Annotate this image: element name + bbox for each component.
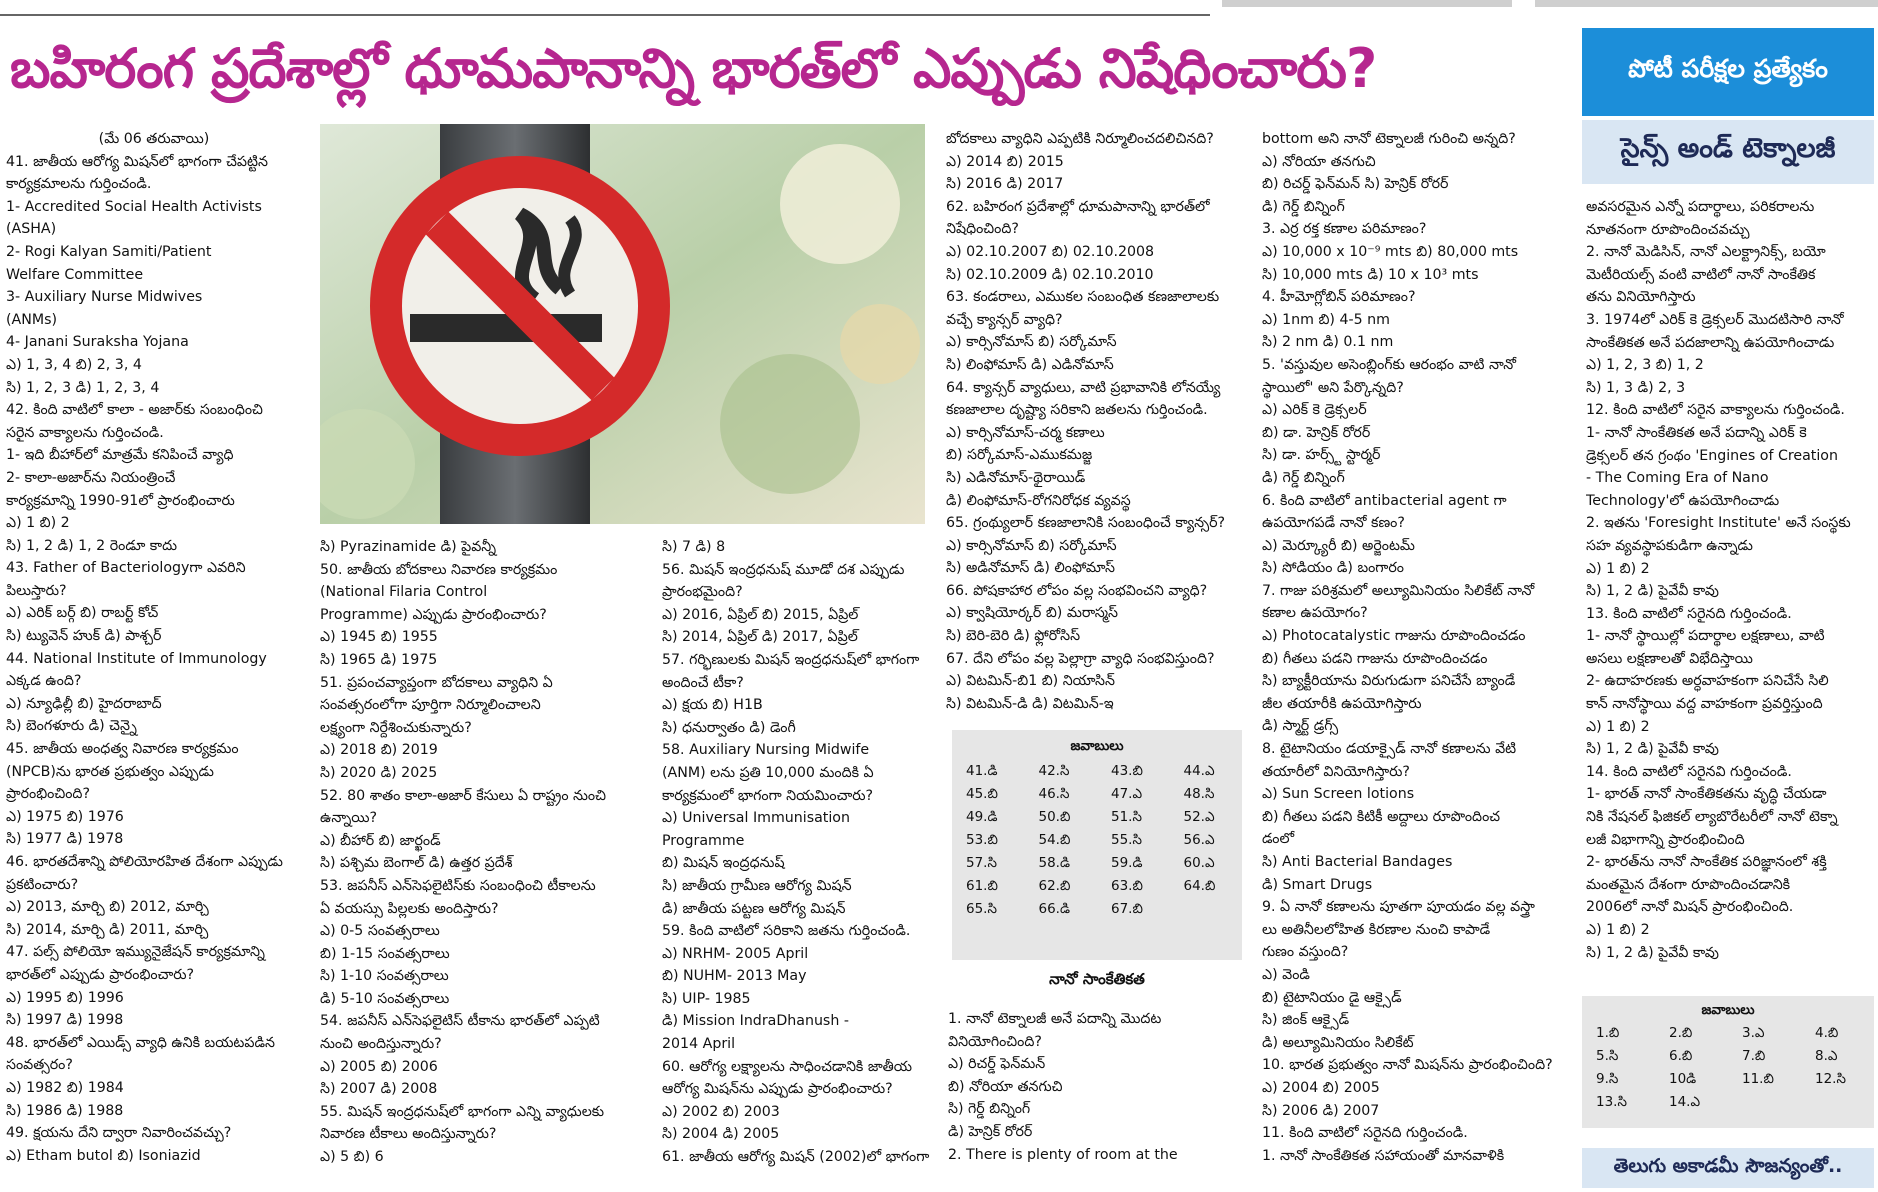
text-line: ఎ) కార్సినోమాస్-చర్మ కణాలు	[946, 424, 1105, 441]
text-line: ఎ) కార్సినోమాస్ బి) సర్కోమాస్	[946, 537, 1117, 554]
text-line: మెటీరియల్స్ వంటి వాటిలో నానో సాంకేతిక	[1586, 266, 1816, 283]
text-line: బి) సర్కోమాస్-ఎముకమజ్జ	[946, 447, 1093, 464]
text-line: 41. జాతీయ ఆరోగ్య మిషన్‌లో భాగంగా చేపట్టిన	[6, 153, 268, 170]
text-line: 66. పోషకాహార లోపం వల్ల సంభవించని వ్యాధి?	[946, 582, 1208, 599]
text-line: ఎ) 2018 బి) 2019	[320, 742, 438, 759]
answer-item: 47.ఎ	[1111, 786, 1143, 802]
text-line: 1- నానో సాంకేతికత అనే పదాన్ని ఎరిక్ కె	[1586, 424, 1807, 441]
answer-item: 11.బి	[1742, 1071, 1774, 1087]
text-line: సి) 02.10.2009 డి) 02.10.2010	[946, 266, 1154, 283]
top-rule	[0, 14, 1210, 16]
text-line: సి) 2016 డి) 2017	[946, 176, 1064, 193]
text-line: 3. ఎర్ర రక్త కణాల పరిమాణం?	[1262, 221, 1427, 238]
text-line: డి) Smart Drugs	[1262, 876, 1373, 893]
text-line: ఎ) 1975 బి) 1976	[6, 808, 124, 825]
text-line: సి) 1, 2 డి) 1, 2 రెండూ కాదు	[6, 537, 178, 554]
text-line: ఎ) Universal Immunisation	[662, 810, 850, 827]
text-line: కార్యక్రమాన్ని 1990-91లో ప్రారంభించారు	[6, 492, 235, 509]
answer-item: 12.సి	[1815, 1071, 1846, 1087]
text-line: సి) బెంగళూరు డి) చెన్నై	[6, 718, 137, 735]
answer-item: 65.సి	[966, 901, 997, 917]
answer-item: 61.బి	[966, 878, 998, 894]
text-line: కార్యక్రమాలను గుర్తించండి.	[6, 176, 152, 193]
text-line: 56. మిషన్ ఇంద్రధనుష్ మూడో దశ ఎప్పుడు	[662, 561, 905, 578]
text-line: 3- Auxiliary Nurse Midwives	[6, 289, 203, 306]
text-line: సి) సోడియం డి) బంగారం	[1262, 560, 1404, 577]
text-line: సి) గెర్డ్ బిన్నింగ్	[948, 1101, 1031, 1118]
text-line: 2006లో నానో మిషన్ ప్రారంభించింది.	[1586, 899, 1794, 916]
answers-title: జవాబులు	[1070, 738, 1124, 754]
column-mid	[662, 536, 932, 1186]
text-line: సి) జాతీయ గ్రామీణ ఆరోగ్య మిషన్	[662, 877, 852, 894]
text-line: కాన్ నానోస్థాయి వద్ద వాహకంగా ప్రవర్తిస్తుంది	[1586, 696, 1823, 713]
text-line: 62. బహిరంగ ప్రదేశాల్లో ధూమపానాన్ని భారత్‌లో	[946, 198, 1210, 215]
text-line: కార్యక్రమంలో భాగంగా నియమించారు?	[662, 787, 874, 804]
answer-item: 14.ఎ	[1669, 1094, 1701, 1110]
text-line: ఎ) 1945 బి) 1955	[320, 629, 438, 646]
text-line: నికి నేషనల్ ఫిజికల్ ల్యాబొరేటరీలో నానో టెక్నా	[1586, 809, 1838, 826]
text-line: సి) 2004 డి) 2005	[662, 1126, 780, 1143]
answer-item: 44.ఎ	[1183, 763, 1215, 779]
answer-item: 66.డి	[1038, 901, 1070, 917]
answer-item: 49.డి	[966, 809, 998, 825]
answer-item: 64.బి	[1183, 878, 1216, 894]
text-line: సంవత్సరం?	[6, 1057, 73, 1074]
text-line: ఉపయోగపడే నానో కణం?	[1262, 515, 1405, 532]
text-line: ఎ) 1 బి) 2	[6, 515, 70, 532]
text-line: 4- Janani Suraksha Yojana	[6, 334, 189, 351]
answer-item: 7.బి	[1742, 1048, 1766, 1064]
text-line: ఎ) 1 బి) 2	[1586, 718, 1650, 735]
answer-item: 13.సి	[1596, 1094, 1627, 1110]
text-line: సి) బ్యాక్టీరియాను విరుగుడుగా పనిచేసే బ్యాండే	[1262, 673, 1516, 690]
text-line: 1- నానో స్థాయిల్లో పదార్థాల లక్షణాలు, వాటి	[1586, 628, 1825, 645]
text-line: బి) టైటానియం డై ఆక్సైడ్	[1262, 989, 1402, 1006]
text-line: సి) 1-10 సంవత్సరాలు	[320, 968, 449, 985]
answer-item: 52.ఎ	[1183, 809, 1215, 825]
text-line: ఎ) క్షయ బి) H1B	[662, 697, 763, 714]
answer-item: 57.సి	[966, 855, 997, 871]
text-line: 3. 1974లో ఎరిక్ కె డ్రెక్సలర్ మొదటిసారి నానో	[1586, 311, 1844, 328]
text-line: ఎ) 1, 3, 4 బి) 2, 3, 4	[6, 356, 142, 373]
text-line: సి) UIP- 1985	[662, 990, 751, 1007]
text-line: ఎ) ఎరిక్ కె డ్రెక్సలర్	[1262, 402, 1367, 419]
text-line: అందించే టీకా?	[662, 674, 744, 691]
text-line: జీల తయారీకి ఉపయోగిస్తారు	[1262, 695, 1422, 712]
answers-grid	[1582, 1025, 1874, 1113]
text-line: ఎక్కడ ఉంది?	[6, 673, 82, 690]
answers-title: జవాబులు	[1701, 1002, 1755, 1018]
text-line: డి) అల్యూమినియం సిలికేట్	[1262, 1034, 1414, 1051]
answer-item: 48.సి	[1183, 786, 1215, 802]
text-line: ఎ) క్వాషియోర్కర్ బి) మరాస్మస్	[946, 605, 1118, 622]
answer-item: 51.సి	[1111, 809, 1142, 825]
text-line: 51. ప్రపంచవ్యాప్తంగా బోదకాలు వ్యాధిని ఏ	[320, 674, 553, 691]
text-line: సి) జింక్ ఆక్సైడ్	[1262, 1012, 1350, 1029]
text-line: డి) 5-10 సంవత్సరాలు	[320, 990, 450, 1007]
text-line: 8. టైటానియం డయాక్సైడ్ నానో కణాలను వేటి	[1262, 741, 1517, 758]
text-line: 65. గ్రంథ్యులార్ కణజాలానికి సంబంధించే క్యాన్సర్?	[946, 515, 1226, 532]
text-line: సంవత్సరంలోగా పూర్తిగా నిర్మూలించాలని	[320, 697, 541, 714]
column-5	[1586, 196, 1876, 976]
text-line: 2014 April	[662, 1036, 736, 1053]
text-line: సి) ట్యువెన్ హుక్ డి) పాశ్చర్	[6, 628, 162, 645]
text-line: ప్రకటించారు?	[6, 876, 79, 893]
text-line: 2. నానో మెడిసిన్, నానో ఎలక్ట్రానిక్స్, బయో	[1586, 244, 1826, 261]
text-line: ప్రారంభించింది?	[6, 786, 90, 803]
text-line: గుణం వస్తుంది?	[1262, 944, 1349, 961]
text-line: తను వినియోగిస్తారు	[1586, 289, 1696, 306]
text-line: సి) 1, 2 డి) పైవేవీ కావు	[1586, 741, 1719, 758]
text-line: సి) 2006 డి) 2007	[1262, 1102, 1380, 1119]
text-line: ఎ) న్యూఢిల్లీ బి) హైదరాబాద్	[6, 695, 162, 712]
text-line: సాంకేతికత అనే పదజాలాన్ని ఉపయోగించాడు	[1586, 334, 1835, 351]
text-line: మంతమైన దేశంగా రూపొందించడానికి	[1586, 876, 1791, 893]
answer-item: 56.ఎ	[1183, 832, 1215, 848]
text-line: Welfare Committee	[6, 266, 144, 283]
answer-item: 2.బి	[1669, 1025, 1693, 1041]
text-line: 1. నానో సాంకేతికత సహాయంతో మానవాళికి	[1262, 1147, 1505, 1164]
text-line: సి) అడినోమాస్ డి) లింఫోమాస్	[946, 560, 1115, 577]
no-smoking-sign-icon	[320, 124, 925, 524]
answer-item: 67.బి	[1111, 901, 1143, 917]
text-line: 11. కింది వాటిలో సరైనది గుర్తించండి.	[1262, 1125, 1468, 1142]
text-line: 1- Accredited Social Health Activists	[6, 198, 262, 215]
text-line: ఎ) 1995 బి) 1996	[6, 989, 124, 1006]
text-line: డి) గెర్డ్ బిన్నింగ్	[1262, 469, 1345, 486]
text-line: 60. ఆరోగ్య లక్ష్యాలను సాధించడానికి జాతీయ	[662, 1058, 912, 1075]
text-line: - The Coming Era of Nano	[1586, 470, 1769, 487]
text-line: 44. National Institute of Immunology	[6, 650, 267, 667]
text-line: 63. కండరాలు, ఎముకల సంబంధిత కణజాలాలకు	[946, 289, 1220, 306]
section-title: నానో సాంకేతికత	[1049, 970, 1145, 988]
text-line: 9. ఏ నానో కణాలను పూతగా పూయడం వల్ల వస్త్రా	[1262, 899, 1535, 916]
text-line: సి) 1986 డి) 1988	[6, 1102, 124, 1119]
text-line: 55. మిషన్ ఇంద్రధనుష్‌లో భాగంగా ఎన్ని వ్యాధులకు	[320, 1103, 605, 1120]
text-line: ఎ) మెర్క్యూరీ బి) అర్జెంటమ్	[1262, 537, 1415, 554]
text-line: 58. Auxiliary Nursing Midwife	[662, 742, 870, 759]
text-line: (ASHA)	[6, 221, 57, 238]
text-line: ఎ) 1982 బి) 1984	[6, 1079, 124, 1096]
text-line: డి) Mission IndraDhanush -	[662, 1013, 849, 1030]
answer-item: 9.సి	[1596, 1071, 1619, 1087]
text-line: డి) స్మార్ట్ డ్రగ్స్	[1262, 718, 1339, 735]
text-line: 14. కింది వాటిలో సరైనవి గుర్తించండి.	[1586, 763, 1792, 780]
text-line: బి) మిషన్ ఇంద్రధనుష్	[662, 855, 785, 872]
text-line: Programme) ఎప్పుడు ప్రారంభించారు?	[320, 606, 547, 623]
text-line: బి) గీతలు పడని గాజును రూపొందించడం	[1262, 650, 1488, 667]
text-line: ఎ) Sun Screen lotions	[1262, 786, 1415, 803]
text-line: ప్రారంభమైంది?	[662, 584, 743, 601]
column-2	[320, 536, 616, 1186]
text-line: డంలో	[1262, 831, 1295, 848]
answers-grid	[952, 763, 1242, 920]
text-line: వినియోగించింది?	[948, 1033, 1042, 1050]
text-line: ఆరోగ్య మిషన్‌ను ఎప్పుడు ప్రారంభించారు?	[662, 1081, 893, 1098]
text-line: 1- ఇది బీహార్‌లో మాత్రమే కనిపించే వ్యాధి	[6, 447, 234, 464]
text-line: 49. క్షయను దేని ద్వారా నివారించవచ్చు?	[6, 1125, 232, 1142]
text-line: ఎ) 2004 బి) 2005	[1262, 1079, 1380, 1096]
column-4	[1262, 128, 1572, 1188]
text-line: ఎ) ఎరిక్ బర్గ్ బి) రాబర్ట్ కోచ్	[6, 605, 159, 622]
text-line: 47. పల్స్ పోలియో ఇమ్యునైజేషన్ కార్యక్రమాన్ని	[6, 944, 265, 961]
text-line: నూతనంగా రూపొందించవచ్చు	[1586, 221, 1750, 238]
text-line: ఎ) రిచర్డ్ ఫెన్‌మన్	[948, 1056, 1046, 1073]
answer-item: 6.బి	[1669, 1048, 1693, 1064]
text-line: ఎ) 02.10.2007 బి) 02.10.2008	[946, 243, 1155, 260]
answer-item: 62.బి	[1038, 878, 1071, 894]
column-3	[946, 128, 1246, 728]
answers-box-2	[1582, 996, 1874, 1128]
text-line: ఎ) Photocatalystic గాజును రూపొందించడం	[1262, 628, 1526, 645]
text-line: స్థాయిలో' అని పేర్కొన్నది?	[1262, 379, 1404, 396]
text-line: సి) ధనుర్వాతం డి) డెంగీ	[662, 719, 796, 736]
text-line: బి) 1-15 సంవత్సరాలు	[320, 945, 450, 962]
text-line: ఎ) నోరియా తనగుచి	[1262, 153, 1376, 170]
text-line: 13. కింది వాటిలో సరైనది గుర్తించండి.	[1586, 605, 1792, 622]
column-1	[6, 128, 302, 1188]
answer-item: 50.బి	[1038, 809, 1071, 825]
text-line: 10. భారత ప్రభుత్వం నానో మిషన్‌ను ప్రారంభించింది?	[1262, 1057, 1553, 1074]
text-line: డి) గెర్డ్ బిన్నింగ్	[1262, 198, 1345, 215]
text-line: 57. గర్భిణులకు మిషన్ ఇంద్రధనుష్‌లో భాగంగా	[662, 651, 920, 668]
text-line: ఎ) బీహార్ బి) జార్ఖండ్	[320, 832, 441, 849]
text-line: 7. గాజు పరిశ్రమలో అల్యూమినియం సిలికేట్ నానో	[1262, 582, 1535, 599]
answer-item: 58.డి	[1038, 855, 1070, 871]
answer-item: 63.బి	[1111, 878, 1143, 894]
answer-item: 59.డి	[1111, 855, 1143, 871]
answer-item: 5.సి	[1596, 1048, 1619, 1064]
text-line: ఎ) 1 బి) 2	[1586, 560, 1650, 577]
answer-item: 4.బి	[1815, 1025, 1839, 1041]
text-line: బి) నోరియా తనగుచి	[948, 1078, 1063, 1095]
text-line: (మే 06 తరువాయి)	[98, 131, 210, 147]
text-line: ఎ) 1nm బి) 4-5 nm	[1262, 311, 1390, 328]
text-line: ఉన్నాయి?	[320, 810, 378, 827]
text-line: సి) 10,000 mts డి) 10 x 10³ mts	[1262, 266, 1479, 283]
text-line: నుంచి అందిస్తున్నారు?	[320, 1036, 442, 1053]
text-line: 2. There is plenty of room at the	[948, 1146, 1178, 1163]
text-line: బి) NUHM- 2013 May	[662, 968, 807, 985]
text-line: అవసరమైన ఎన్నో పదార్థాలు, పరికరాలను	[1586, 199, 1815, 215]
text-line: 48. భారత్‌లో ఎయిడ్స్ వ్యాధి ఉనికి బయటపడిన	[6, 1034, 275, 1051]
top-grey-block	[1222, 0, 1512, 7]
text-line: వచ్చే క్యాన్సర్ వ్యాధి?	[946, 311, 1063, 328]
answer-item: 3.ఎ	[1742, 1025, 1765, 1041]
text-line: ఎ) వెండి	[1262, 966, 1310, 983]
text-line: 2- భారత్‌ను నానో సాంకేతిక పరిజ్ఞానంలో శక్తి	[1586, 854, 1827, 871]
text-line: సి) 1, 2 డి) పైవేవీ కావు	[1586, 583, 1719, 600]
text-line: సి) బెరి-బెరి డి) ఫ్లోరోసిస్	[946, 628, 1081, 645]
text-line: సి) లింఫోమాస్ డి) ఎడినోమాస్	[946, 356, 1114, 373]
text-line: లు అతినీలలోహిత కిరణాల నుంచి కాపాడే	[1262, 921, 1491, 938]
text-line: ఎ) 2005 బి) 2006	[320, 1058, 438, 1075]
text-line: ఏ వయస్సు పిల్లలకు అందిస్తారు?	[320, 900, 499, 917]
text-line: బోదకాలు వ్యాధిని ఎప్పటికి నిర్మూలించదలిచినది?	[946, 131, 1214, 147]
answer-item: 41.డి	[966, 763, 998, 779]
text-line: డి) హెన్రిక్ రోరర్	[948, 1123, 1033, 1140]
text-line: బి) గీతలు పడని కిటికీ అద్దాలు రూపొందించ	[1262, 808, 1501, 825]
text-line: 1. నానో టెక్నాలజీ అనే పదాన్ని మొదట	[948, 1011, 1162, 1027]
text-line: కణజాలాల దృష్ట్యా సరికాని జతలను గుర్తించండి.	[946, 402, 1208, 419]
text-line: సి) Anti Bacterial Bandages	[1262, 854, 1453, 870]
text-line: ఎ) Etham butol బి) Isoniazid	[6, 1147, 201, 1164]
text-line: bottom అని నానో టెక్నాలజీ గురించి అన్నది?	[1262, 131, 1516, 147]
text-line: 2- కాలా-అజార్‌ను నియంత్రించే	[6, 469, 176, 486]
column-3-bottom	[948, 1008, 1248, 1188]
text-line: 42. కింది వాటిలో కాలా - అజార్‌కు సంబంధించి	[6, 402, 263, 419]
text-line: 6. కింది వాటిలో antibacterial agent గా	[1262, 492, 1507, 509]
text-line: లక్ష్యంగా నిర్దేశించుకున్నారు?	[320, 719, 472, 736]
answers-box-1	[952, 730, 1242, 960]
no-smoking-photo	[320, 124, 925, 524]
subject-band: సైన్స్ అండ్ టెక్నాలజీ	[1582, 120, 1874, 184]
text-line: ఎ) విటమిన్-బి1 బి) నియాసిన్	[946, 673, 1115, 690]
text-line: ఎ) 10,000 x 10⁻⁹ mts బి) 80,000 mts	[1262, 243, 1519, 260]
text-line: సి) విటమిన్-డి డి) విటమిన్-ఇ	[946, 695, 1114, 712]
text-line: బి) డా. హెన్రిక్ రోరర్	[1262, 424, 1371, 441]
text-line: సరైన వాక్యాలను గుర్తించండి.	[6, 424, 164, 441]
text-line: అసలు లక్షణాలతో విభేదిస్తాయి	[1586, 650, 1753, 667]
text-line: ఎ) 1, 2, 3 బి) 1, 2	[1586, 357, 1704, 374]
text-line: సి) 2 nm డి) 0.1 nm	[1262, 334, 1394, 351]
text-line: 61. జాతీయ ఆరోగ్య మిషన్ (2002)లో భాగంగా	[662, 1149, 930, 1166]
text-line: 2. ఇతను 'Foresight Institute' అనే సంస్థకు	[1586, 515, 1851, 532]
text-line: ఎ) 5 బి) 6	[320, 1149, 384, 1166]
text-line: నివారణ టీకాలు అందిస్తున్నారు?	[320, 1126, 497, 1143]
text-line: 59. కింది వాటిలో సరికాని జతను గుర్తించండి.	[662, 923, 911, 940]
text-line: 54. జపనీస్ ఎన్‌సెఫలైటిస్ టీకాను భారత్‌లో ఎప్పటి	[320, 1013, 600, 1030]
top-grey-block	[1535, 0, 1878, 7]
answer-item: 42.సి	[1038, 763, 1070, 779]
text-line: కణాల ఉపయోగం?	[1262, 605, 1368, 622]
text-line: డి) లింఫోమాస్-రోగనిరోధక వ్యవస్థ	[946, 492, 1131, 509]
text-line: Technology'లో ఉపయోగించాడు	[1586, 492, 1780, 509]
text-line: సి) 1, 2 డి) పైవేవీ కావు	[1586, 944, 1719, 961]
text-line: సి) 2007 డి) 2008	[320, 1081, 438, 1098]
text-line: (ANMs)	[6, 311, 58, 328]
text-line: (NPCB)ను భారత ప్రభుత్వం ఎప్పుడు	[6, 763, 214, 780]
text-line: సి) 2014, ఏప్రిల్ డి) 2017, ఏప్రిల్	[662, 629, 858, 646]
answer-item: 43.బి	[1111, 763, 1143, 779]
text-line: 46. భారతదేశాన్ని పోలియోరహిత దేశంగా ఎప్పుడు	[6, 854, 283, 870]
text-line: సహ వ్యవస్థాపకుడిగా ఉన్నాడు	[1586, 537, 1753, 554]
text-line: 53. జపనీస్ ఎన్‌సెఫలైటిస్‌కు సంబంధించి టీకాలను	[320, 877, 596, 894]
text-line: సి) Pyrazinamide డి) పైవన్నీ	[320, 539, 497, 555]
text-line: సి) 1977 డి) 1978	[6, 831, 124, 848]
text-line: 43. Father of Bacteriologyగా ఎవరిని	[6, 560, 246, 577]
text-line: 64. క్యాన్సర్ వ్యాధులు, వాటి ప్రభావానికి లోనయ్యే	[946, 379, 1221, 396]
text-line: సి) 2014, మార్చి డి) 2011, మార్చి	[6, 921, 209, 938]
text-line: సి) 2020 డి) 2025	[320, 764, 438, 781]
text-line: సి) 7 డి) 8	[662, 539, 726, 555]
text-line: 5. 'వస్తువుల అసెంబ్లింగ్‌కు ఆరంభం వాటి నానో	[1262, 356, 1516, 373]
text-line: (ANM) లను ప్రతి 10,000 మందికి ఏ	[662, 764, 874, 781]
text-line: సి) 1997 డి) 1998	[6, 1012, 124, 1029]
text-line: ఎ) కార్సినోమాస్ బి) సర్కోమాస్	[946, 334, 1117, 351]
text-line: Programme	[662, 832, 745, 849]
text-line: సి) ఎడినోమాస్-థైరాయిడ్	[946, 469, 1086, 486]
text-line: ఎ) 2013, మార్చి బి) 2012, మార్చి	[6, 899, 209, 916]
text-line: తయారీలో వినియోగిస్తారు?	[1262, 763, 1410, 780]
text-line: 4. హీమోగ్లోబిన్ పరిమాణం?	[1262, 289, 1416, 306]
text-line: డి) జాతీయ పట్టణ ఆరోగ్య మిషన్	[662, 900, 846, 917]
text-line: ఎ) 2002 బి) 2003	[662, 1103, 780, 1120]
answer-item: 10డి	[1669, 1071, 1697, 1087]
text-line: 2- Rogi Kalyan Samiti/Patient	[6, 243, 212, 260]
answer-item: 60.ఎ	[1183, 855, 1215, 871]
text-line: (National Filaria Control	[320, 584, 488, 601]
text-line: 45. జాతీయ అంధత్వ నివారణ కార్యక్రమం	[6, 741, 239, 758]
text-line: 2- ఉదాహరణకు అర్ధవాహకంగా పనిచేసే సిలి	[1586, 673, 1829, 690]
text-line: లజీ విభాగాన్ని ప్రారంభించింది	[1586, 831, 1745, 848]
footer-credit: తెలుగు అకాడమీ సౌజన్యంతో..	[1582, 1148, 1874, 1188]
text-line: 67. దేని లోపం వల్ల పెల్లాగ్రా వ్యాధి సంభవిస్తుంది?	[946, 650, 1215, 667]
text-line: ఎ) 2016, ఏప్రిల్ బి) 2015, ఏప్రిల్	[662, 606, 859, 623]
text-line: 50. జాతీయ బోదకాలు నివారణ కార్యక్రమం	[320, 561, 558, 578]
text-line: సి) పశ్చిమ బెంగాల్ డి) ఉత్తర ప్రదేశ్	[320, 855, 513, 872]
answer-item: 1.బి	[1596, 1025, 1620, 1041]
answer-item: 53.బి	[966, 832, 998, 848]
text-line: ఎ) 2014 బి) 2015	[946, 153, 1064, 170]
top-border	[0, 0, 1878, 16]
text-line: సి) 1965 డి) 1975	[320, 651, 438, 668]
text-line: సి) 1, 2, 3 డి) 1, 2, 3, 4	[6, 379, 160, 396]
text-line: ఎ) NRHM- 2005 April	[662, 945, 809, 962]
text-line: సి) 1, 3 డి) 2, 3	[1586, 379, 1686, 396]
text-line: భారత్‌లో ఎప్పుడు ప్రారంభించారు?	[6, 966, 195, 983]
text-line: 12. కింది వాటిలో సరైన వాక్యాలను గుర్తించండి.	[1586, 402, 1845, 419]
text-line: ఎ) 0-5 సంవత్సరాలు	[320, 923, 440, 940]
text-line: పిలుస్తారు?	[6, 582, 67, 599]
headline: బహిరంగ ప్రదేశాల్లో ధూమపానాన్ని భారత్‌లో ఎప్పుడు నిషేధించారు?	[10, 37, 1377, 100]
answer-item: 46.సి	[1038, 786, 1070, 802]
answer-item: 54.బి	[1038, 832, 1071, 848]
text-line: నిషేధించింది?	[946, 221, 1019, 238]
text-line: డ్రెక్సలర్ తన గ్రంథం 'Engines of Creation	[1586, 447, 1838, 464]
text-line: సి) డా. హర్స్ట్ స్టార్మర్	[1262, 447, 1381, 464]
text-line: బి) రిచర్డ్ ఫెన్‌మన్ సి) హెన్రిక్ రోరర్	[1262, 176, 1449, 193]
answer-item: 45.బి	[966, 786, 998, 802]
sidebar-banner: పోటీ పరీక్షల ప్రత్యేకం	[1582, 28, 1874, 116]
answer-item: 55.సి	[1111, 832, 1142, 848]
text-line: 52. 80 శాతం కాలా-అజార్ కేసులు ఏ రాష్ట్రం నుంచి	[320, 787, 606, 804]
text-line: 1- భారత్ నానో సాంకేతికతను వృద్ధి చేయడా	[1586, 786, 1827, 803]
text-line: ఎ) 1 బి) 2	[1586, 922, 1650, 938]
answer-item: 8.ఎ	[1815, 1048, 1838, 1064]
